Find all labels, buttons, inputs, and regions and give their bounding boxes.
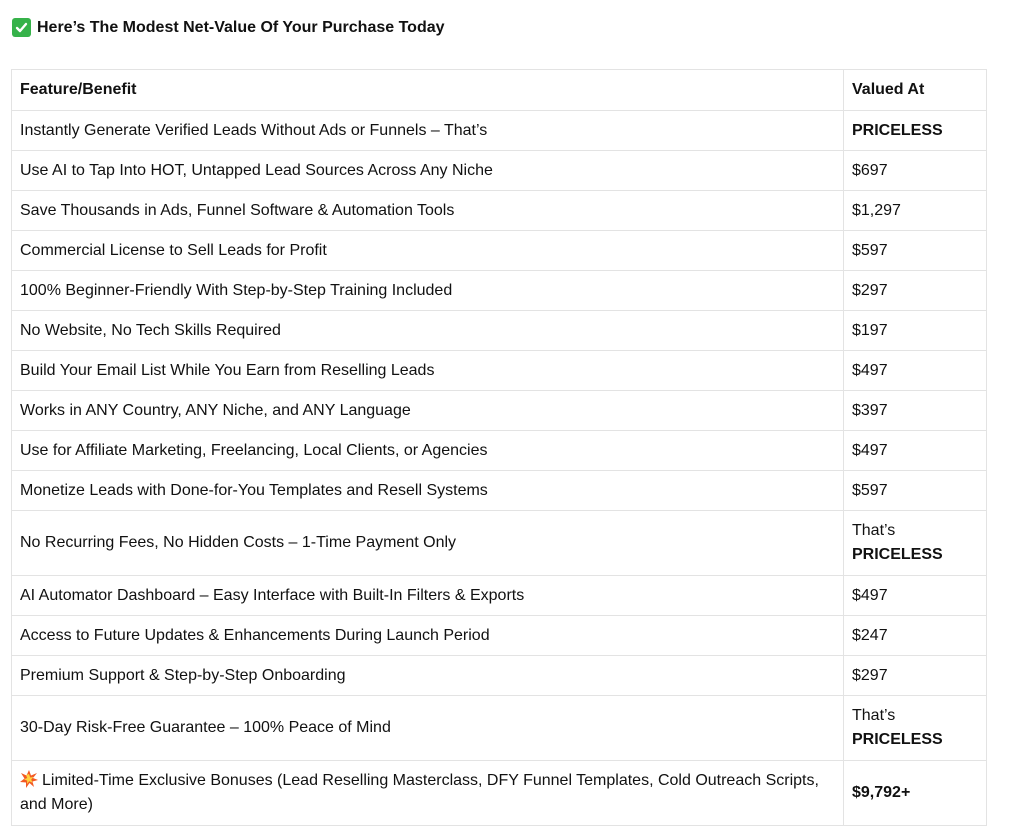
feature-cell: Access to Future Updates & Enhancements During Launch Period xyxy=(12,616,844,656)
value-cell: $497 xyxy=(844,351,987,391)
table-row xyxy=(12,511,987,576)
feature-cell: No Website, No Tech Skills Required xyxy=(12,311,844,351)
feature-cell: Premium Support & Step-by-Step Onboarding xyxy=(12,656,844,696)
page-heading xyxy=(12,18,445,37)
value-cell: $397 xyxy=(844,391,987,431)
table-row xyxy=(12,311,987,351)
feature-text: Limited-Time Exclusive Bonuses (Lead Reselling Masterclass, DFY Funnel Templates, Cold Outreach Scripts, and More) xyxy=(20,772,819,813)
feature-cell: Instantly Generate Verified Leads Without Ads or Funnels – That’s xyxy=(12,111,844,151)
table-row xyxy=(12,431,987,471)
value-cell xyxy=(844,696,987,761)
feature-cell: Build Your Email List While You Earn from Reselling Leads xyxy=(12,351,844,391)
feature-cell: Save Thousands in Ads, Funnel Software & Automation Tools xyxy=(12,191,844,231)
value-cell: $597 xyxy=(844,471,987,511)
value-cell: $9,792+ xyxy=(844,761,987,826)
value-cell: $197 xyxy=(844,311,987,351)
value-cell: $597 xyxy=(844,231,987,271)
value-cell: $497 xyxy=(844,576,987,616)
value-cell: $497 xyxy=(844,431,987,471)
feature-cell: Works in ANY Country, ANY Niche, and ANY Language xyxy=(12,391,844,431)
feature-cell: 30-Day Risk-Free Guarantee – 100% Peace of Mind xyxy=(12,696,844,761)
column-header-feature: Feature/Benefit xyxy=(12,70,844,111)
feature-cell: 100% Beginner-Friendly With Step-by-Step Training Included xyxy=(12,271,844,311)
value-cell: $247 xyxy=(844,616,987,656)
value-text: PRICELESS xyxy=(852,546,943,563)
value-cell: PRICELESS xyxy=(844,111,987,151)
value-cell: $1,297 xyxy=(844,191,987,231)
table-row xyxy=(12,471,987,511)
value-cell: $297 xyxy=(844,656,987,696)
value-cell xyxy=(844,511,987,576)
column-header-valued-at: Valued At xyxy=(844,70,987,111)
feature-cell: Monetize Leads with Done-for-You Templates and Resell Systems xyxy=(12,471,844,511)
feature-cell: Commercial License to Sell Leads for Profit xyxy=(12,231,844,271)
value-cell: $297 xyxy=(844,271,987,311)
feature-cell: Use for Affiliate Marketing, Freelancing, Local Clients, or Agencies xyxy=(12,431,844,471)
table-row xyxy=(12,191,987,231)
value-prefix: That’s xyxy=(852,522,896,539)
table-row xyxy=(12,656,987,696)
value-text: PRICELESS xyxy=(852,731,943,748)
feature-cell: Use AI to Tap Into HOT, Untapped Lead Sources Across Any Niche xyxy=(12,151,844,191)
value-prefix: That’s xyxy=(852,707,896,724)
table-row xyxy=(12,391,987,431)
table-row xyxy=(12,761,987,826)
table-row xyxy=(12,151,987,191)
feature-cell: No Recurring Fees, No Hidden Costs – 1-Time Payment Only xyxy=(12,511,844,576)
page-heading-text: Here’s The Modest Net-Value Of Your Purchase Today xyxy=(37,18,445,36)
table-row xyxy=(12,696,987,761)
table-row xyxy=(12,616,987,656)
feature-cell xyxy=(12,761,844,826)
table-row xyxy=(12,271,987,311)
collision-icon xyxy=(20,770,38,788)
value-cell: $697 xyxy=(844,151,987,191)
value-table xyxy=(11,69,987,826)
table-row xyxy=(12,351,987,391)
table-header-row xyxy=(12,70,987,111)
table-row xyxy=(12,576,987,616)
table-row xyxy=(12,231,987,271)
check-mark-icon xyxy=(12,18,31,37)
table-row xyxy=(12,111,987,151)
feature-cell: AI Automator Dashboard – Easy Interface with Built-In Filters & Exports xyxy=(12,576,844,616)
